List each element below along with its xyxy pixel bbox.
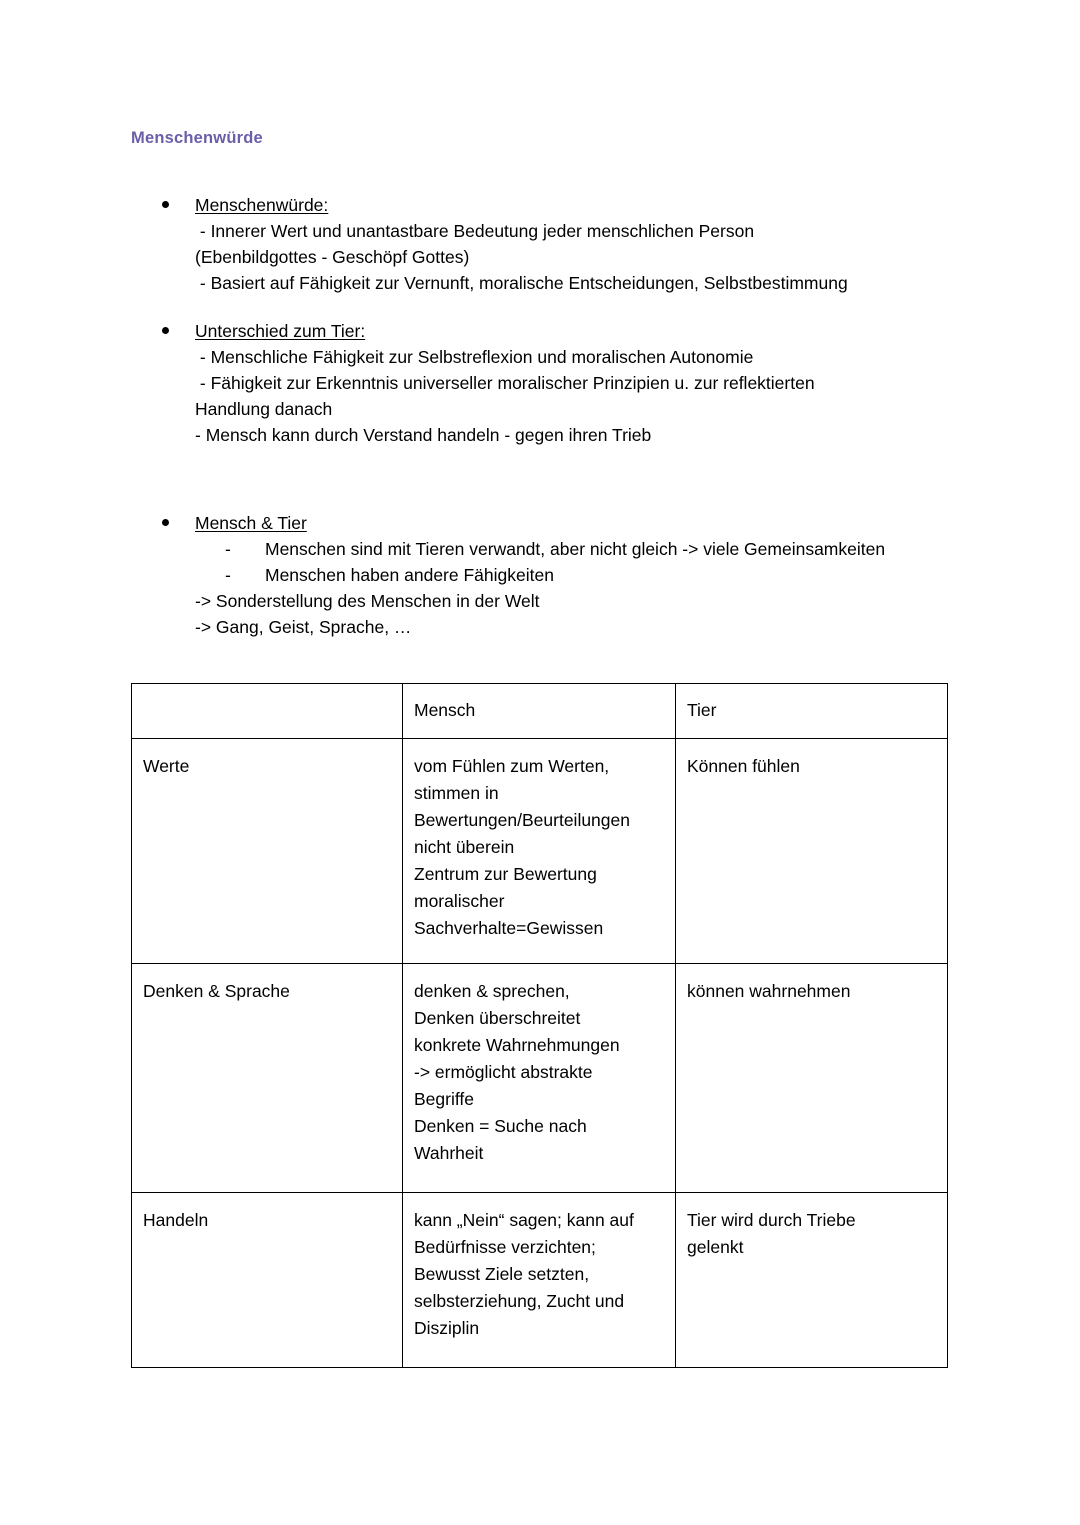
cell-tier bbox=[676, 739, 948, 964]
cell-tier bbox=[676, 1193, 948, 1368]
table-row bbox=[132, 1193, 948, 1368]
cell-line: -> ermöglicht abstrakte bbox=[414, 1062, 593, 1082]
sub-bullet-label: Menschen haben andere Fähigkeiten bbox=[265, 565, 554, 585]
sub-bullet-item bbox=[195, 536, 951, 562]
cell-line: Tier wird durch Triebe bbox=[687, 1210, 856, 1230]
cell-line: Bewertungen/Beurteilungen bbox=[414, 810, 630, 830]
bullet-dot-icon bbox=[162, 327, 169, 334]
cell-line: Denken überschreitet bbox=[414, 1008, 581, 1028]
bullet-section-unterschied-zum-tier bbox=[131, 318, 951, 448]
cell-mensch bbox=[403, 1193, 676, 1368]
cell-line: stimmen in bbox=[414, 783, 499, 803]
cell-line: Bewusst Ziele setzten, bbox=[414, 1264, 590, 1284]
cell-mensch bbox=[403, 739, 676, 964]
cell-line: Disziplin bbox=[414, 1318, 480, 1338]
cell-line: Wahrheit bbox=[414, 1143, 484, 1163]
bullet-section-menschenwuerde bbox=[131, 192, 951, 296]
table-header-tier: Tier bbox=[676, 684, 948, 739]
cell-line: Können fühlen bbox=[687, 756, 800, 776]
comparison-table bbox=[131, 683, 948, 1368]
cell-line: Denken = Suche nach bbox=[414, 1116, 587, 1136]
cell-line: moralischer bbox=[414, 891, 505, 911]
row-label: Werte bbox=[132, 739, 403, 964]
conclusion-line: -> Gang, Geist, Sprache, … bbox=[195, 617, 412, 637]
sub-bullet-label: Menschen sind mit Tieren verwandt, aber nicht gleich -> viele Gemeinsamkeiten bbox=[265, 539, 886, 559]
row-label: Handeln bbox=[132, 1193, 403, 1368]
cell-line: selbsterziehung, Zucht und bbox=[414, 1291, 625, 1311]
bullet-heading: Menschenwürde: bbox=[195, 195, 329, 215]
cell-line: konkrete Wahrnehmungen bbox=[414, 1035, 620, 1055]
cell-line: Bedürfnisse verzichten; bbox=[414, 1237, 596, 1257]
bullet-section-mensch-und-tier bbox=[131, 510, 951, 640]
document-body bbox=[131, 128, 951, 640]
cell-tier bbox=[676, 964, 948, 1193]
cell-line: können wahrnehmen bbox=[687, 981, 851, 1001]
spacer bbox=[131, 148, 951, 192]
sub-bullet-list bbox=[195, 536, 951, 588]
row-label: Denken & Sprache bbox=[132, 964, 403, 1193]
cell-line: Begriffe bbox=[414, 1089, 474, 1109]
body-line: - Menschliche Fähigkeit zur Selbstreflexion und moralischen Autonomie bbox=[195, 347, 754, 367]
table-row bbox=[132, 964, 948, 1193]
comparison-table-wrapper bbox=[131, 683, 947, 1368]
table-header-row bbox=[132, 684, 948, 739]
table-header-blank bbox=[132, 684, 403, 739]
bullet-heading: Mensch & Tier bbox=[195, 513, 307, 533]
cell-line: vom Fühlen zum Werten, bbox=[414, 756, 610, 776]
body-line: - Basiert auf Fähigkeit zur Vernunft, moralische Entscheidungen, Selbstbestimmung bbox=[195, 273, 848, 293]
body-line: - Innerer Wert und unantastbare Bedeutung jeder menschlichen Person bbox=[195, 221, 755, 241]
bullet-dot-icon bbox=[162, 519, 169, 526]
dash-marker-icon: - bbox=[225, 565, 231, 585]
cell-line: denken & sprechen, bbox=[414, 981, 570, 1001]
conclusion-line: -> Sonderstellung des Menschen in der Welt bbox=[195, 591, 540, 611]
cell-line: gelenkt bbox=[687, 1237, 744, 1257]
body-line: - Mensch kann durch Verstand handeln - gegen ihren Trieb bbox=[195, 425, 652, 445]
spacer bbox=[131, 296, 951, 318]
cell-line: Zentrum zur Bewertung bbox=[414, 864, 597, 884]
body-line: (Ebenbildgottes - Geschöpf Gottes) bbox=[195, 247, 470, 267]
bullet-heading: Unterschied zum Tier: bbox=[195, 321, 366, 341]
cell-line: kann „Nein“ sagen; kann auf bbox=[414, 1210, 634, 1230]
cell-line: nicht überein bbox=[414, 837, 515, 857]
body-line: Handlung danach bbox=[195, 399, 333, 419]
sub-bullet-item bbox=[195, 562, 951, 588]
dash-marker-icon: - bbox=[225, 539, 231, 559]
page-title: Menschenwürde bbox=[131, 129, 263, 147]
cell-line: Sachverhalte=Gewissen bbox=[414, 918, 604, 938]
table-row bbox=[132, 739, 948, 964]
table-header-mensch: Mensch bbox=[403, 684, 676, 739]
body-line: - Fähigkeit zur Erkenntnis universeller moralischer Prinzipien u. zur reflektierten bbox=[195, 373, 815, 393]
bullet-dot-icon bbox=[162, 201, 169, 208]
cell-mensch bbox=[403, 964, 676, 1193]
spacer bbox=[131, 448, 951, 510]
